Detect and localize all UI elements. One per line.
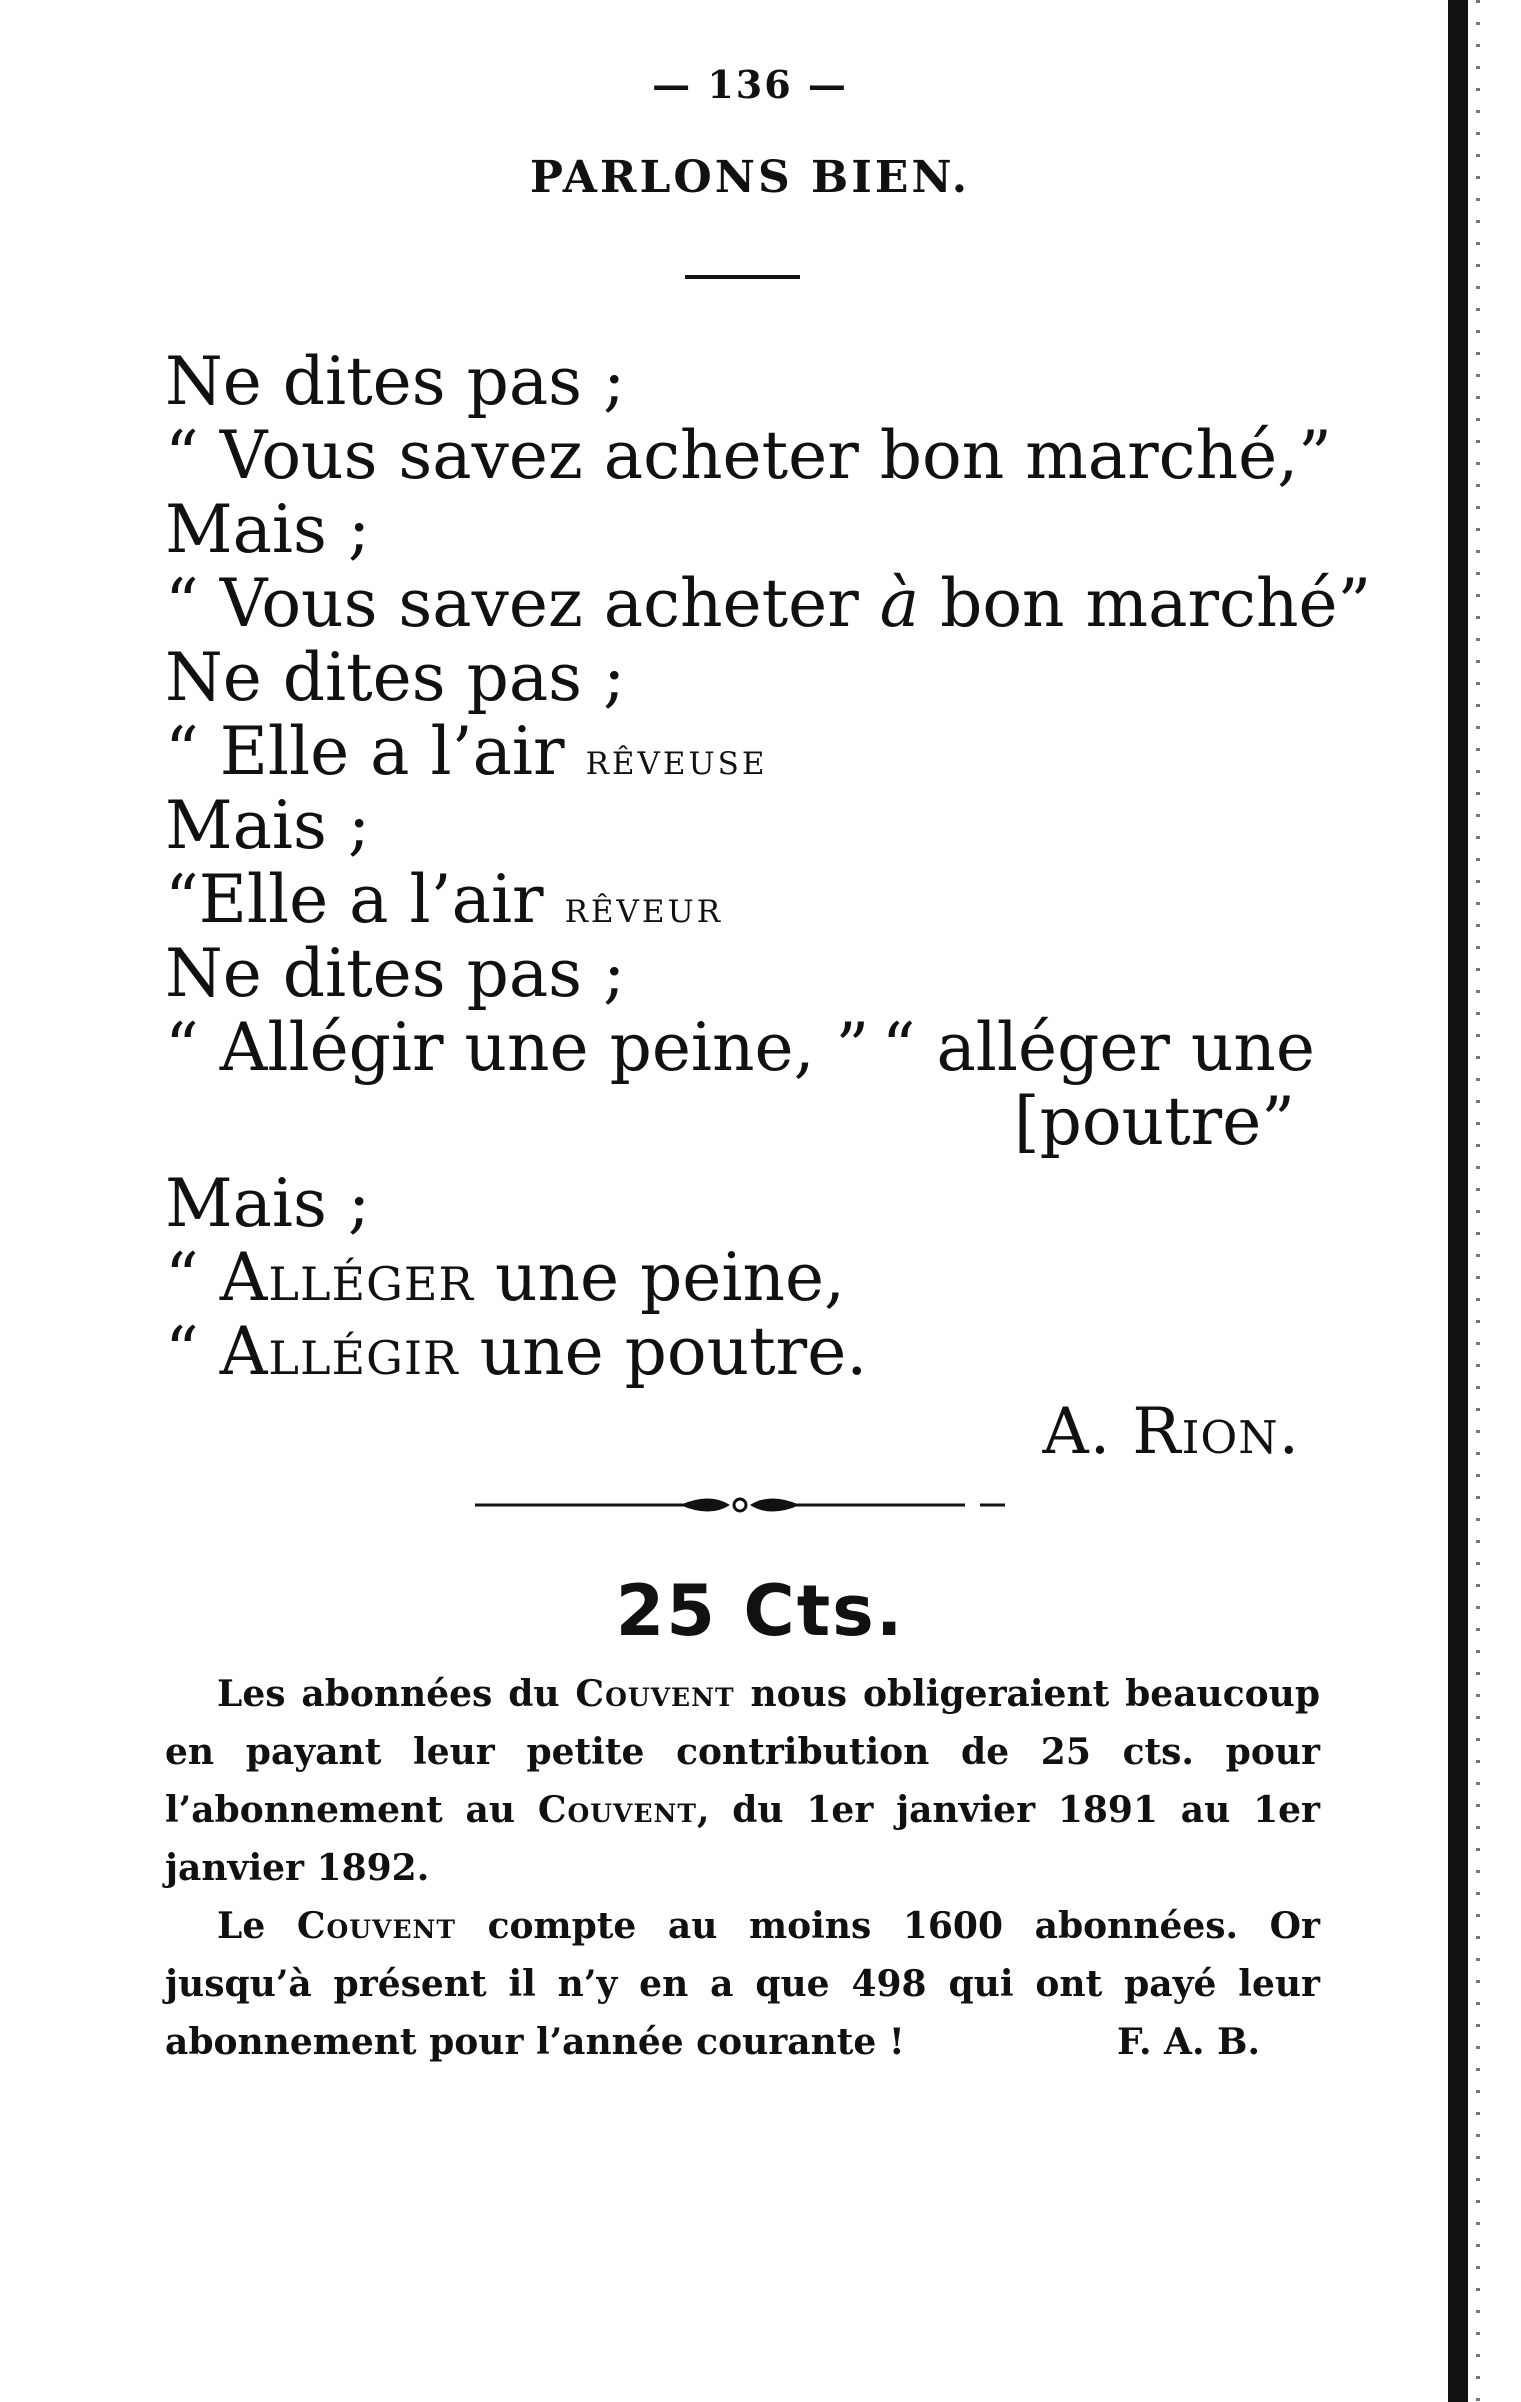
poem-line: Mais ;	[165, 491, 371, 568]
poem-line: Ne dites pas ;	[165, 935, 626, 1012]
poem-text: une poutre.	[458, 1313, 868, 1390]
poem-text: “	[165, 1239, 220, 1316]
poem-block	[165, 343, 1372, 1390]
poem-line	[165, 565, 1372, 642]
poem-small-caps: rêveur	[564, 882, 724, 933]
poem-small-caps: Allégir	[219, 1313, 459, 1390]
page-number: — 136 —	[652, 62, 848, 107]
notice-text: , du 1er janvier 1891 au 1er janvier 1892.	[165, 1789, 1320, 1889]
notice-text: compte au moins 1600 abonnées. Or jusqu’à présent il n’y en a que 498 qui ont payé leur abonnement pour l’année courante !	[165, 1905, 1321, 2063]
poem-text: bon marché”	[919, 565, 1372, 642]
poem-signature: A. Rion.	[1042, 1395, 1300, 1469]
notice-signature: F. A. B.	[1117, 2021, 1260, 2063]
poem-line: Ne dites pas ;	[165, 343, 626, 420]
page-edge-dots	[1476, 0, 1480, 2402]
ornamental-divider	[475, 1490, 1005, 1520]
page-edge-bar	[1448, 0, 1468, 2402]
notice-paragraph	[165, 1665, 1320, 1897]
notice-paragraph	[165, 1897, 1320, 2071]
price-title: 25 Cts.	[615, 1570, 905, 1652]
poem-line: Mais ;	[165, 1165, 371, 1242]
poem-text: “Elle a l’air	[165, 861, 565, 938]
poem-text: une peine,	[474, 1239, 846, 1316]
poem-line: Ne dites pas ;	[165, 639, 626, 716]
poem-line	[165, 1241, 1315, 1315]
notice-text: Les abonnées du	[217, 1673, 576, 1715]
poem-text: “ Allégir une peine, ”	[165, 1009, 870, 1086]
poem-line	[165, 1011, 1315, 1085]
notice-text: Le	[217, 1905, 297, 1947]
notice-small-caps: Couvent	[296, 1905, 456, 1947]
poem-emphasis: à	[879, 565, 920, 642]
subscription-notice	[165, 1665, 1320, 2071]
poem-line	[165, 863, 1315, 937]
notice-text: nous obligeraient beaucoup en payant leur petite contribution de 25 cts. pour l’abonnement au	[165, 1673, 1320, 1831]
poem-text: “ Vous savez acheter	[165, 565, 880, 642]
poem-text: “ alléger une	[881, 1009, 1315, 1086]
heading-rule	[685, 275, 800, 279]
notice-small-caps: Couvent	[537, 1789, 697, 1831]
poem-small-caps: rêveuse	[585, 734, 768, 785]
poem-text: “ Elle a l’air	[165, 713, 586, 790]
poem-line	[165, 715, 1315, 789]
poem-line	[165, 1315, 1315, 1389]
poem-text: “	[165, 1313, 220, 1390]
poem-line-continuation: [poutre”	[1013, 1083, 1295, 1160]
notice-small-caps: Couvent	[575, 1673, 735, 1715]
poem-small-caps: Alléger	[219, 1239, 475, 1316]
article-heading: PARLONS BIEN.	[529, 152, 971, 203]
poem-line: Mais ;	[165, 787, 371, 864]
poem-line: “ Vous savez acheter bon marché,”	[165, 417, 1332, 494]
